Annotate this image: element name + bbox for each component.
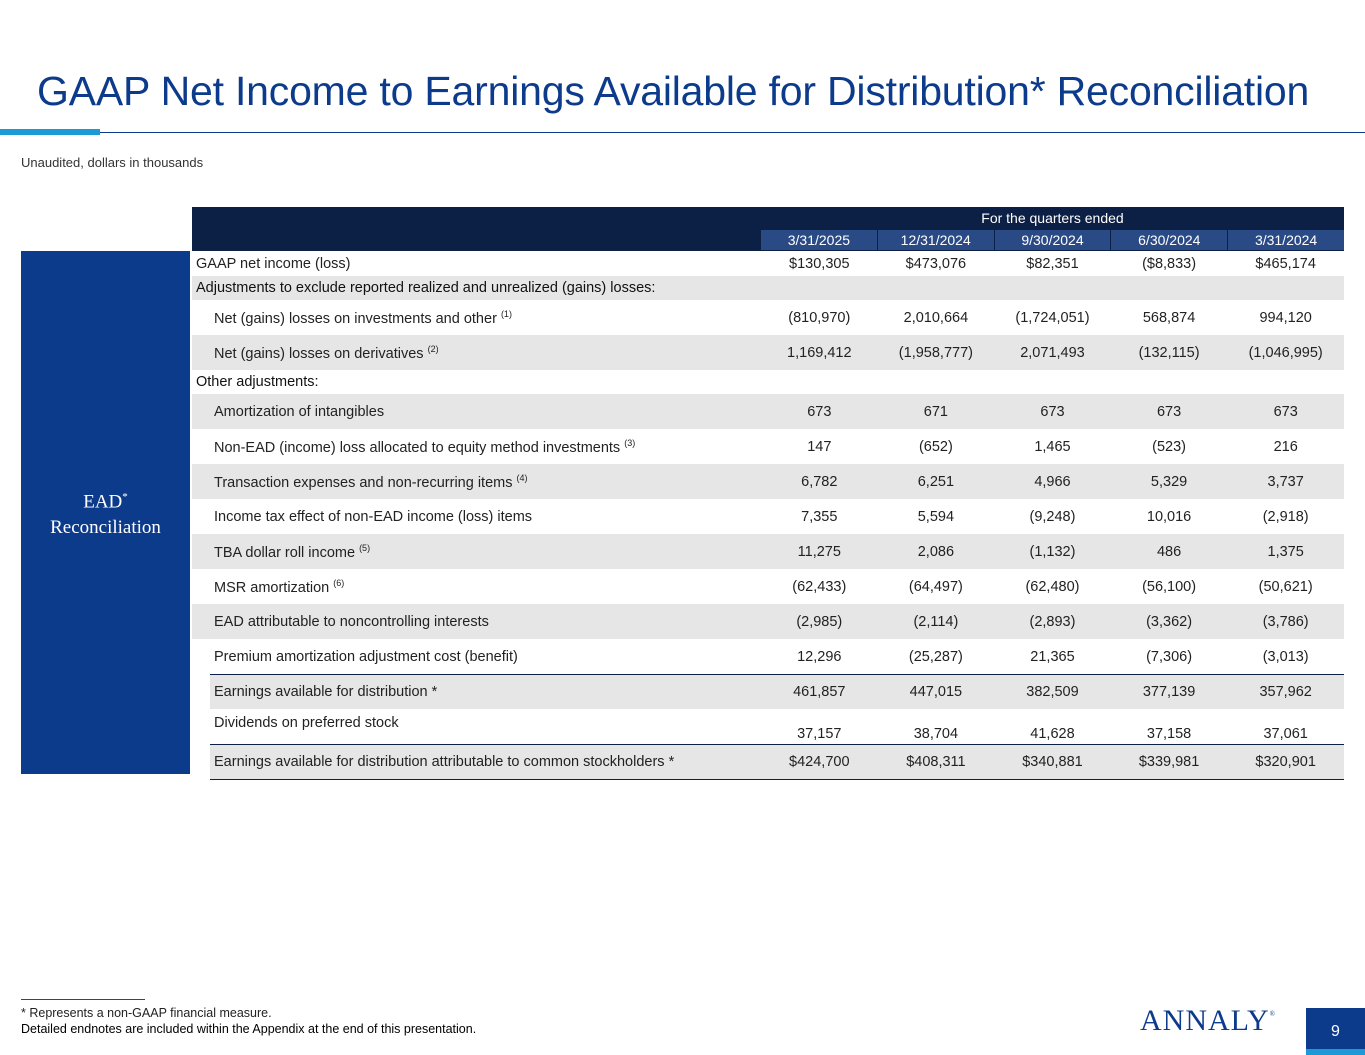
table-header-dates <box>192 229 1344 251</box>
column-header: 3/31/2024 <box>1227 230 1344 250</box>
column-header: 3/31/2025 <box>787 232 851 248</box>
table-cell: 12,296 <box>797 648 842 665</box>
table-cell: 2,086 <box>917 543 955 560</box>
row-label <box>192 374 761 390</box>
row-label-text: Dividends on preferred stock <box>214 715 399 731</box>
row-values <box>761 544 1344 560</box>
endnote-ref: (4) <box>516 472 528 483</box>
row-label <box>192 578 761 596</box>
table-cell: (3,013) <box>1262 648 1309 665</box>
table-row <box>192 569 1344 604</box>
row-label <box>192 649 761 665</box>
title-divider <box>0 132 1365 133</box>
table-cell: (1,724,051) <box>1015 309 1090 326</box>
logo-text: ANNALY <box>1140 1004 1270 1037</box>
table-row <box>210 744 1344 780</box>
table-cell: 568,874 <box>1142 309 1196 326</box>
table-cell: 37,157 <box>797 725 842 742</box>
table-cell: $473,076 <box>905 255 967 272</box>
table-row <box>192 604 1344 639</box>
title-accent-bar <box>0 129 100 135</box>
table-row <box>192 534 1344 569</box>
table-row <box>192 429 1344 464</box>
table-cell: 673 <box>1156 403 1182 420</box>
row-label-text: Adjustments to exclude reported realized and unrealized (gains) losses: <box>196 280 656 296</box>
row-values <box>761 684 1344 700</box>
row-values <box>761 509 1344 525</box>
row-values <box>761 404 1344 420</box>
row-values <box>761 256 1344 272</box>
row-label <box>192 614 761 630</box>
annaly-logo <box>1140 1004 1276 1038</box>
table-cell: 216 <box>1273 438 1298 455</box>
table-cell: (3,786) <box>1262 613 1309 630</box>
row-values <box>761 614 1344 630</box>
table-cell: 5,594 <box>917 508 955 525</box>
table-cell: 1,465 <box>1034 438 1071 455</box>
table-cell: (2,918) <box>1262 508 1309 525</box>
column-header: 12/31/2024 <box>877 230 994 250</box>
row-label <box>192 344 761 362</box>
table-row <box>192 300 1344 335</box>
table-cell: (56,100) <box>1142 578 1197 595</box>
table-cell: (132,115) <box>1138 344 1200 361</box>
row-label <box>192 473 761 491</box>
row-label <box>192 543 761 561</box>
row-label <box>210 709 761 731</box>
row-label-text: Transaction expenses and non-recurring items <box>214 474 513 491</box>
column-header: 9/30/2024 <box>994 230 1111 250</box>
footnote-non-gaap: * Represents a non-GAAP financial measure. <box>21 1006 272 1020</box>
row-label <box>192 438 761 456</box>
table-cell: (652) <box>918 438 953 455</box>
table-cell: (25,287) <box>908 648 963 665</box>
table-row <box>192 639 1344 674</box>
row-label-text: Earnings available for distribution attributable to common stockholders * <box>214 754 675 770</box>
table-cell: $340,881 <box>1022 754 1083 770</box>
table-cell: 6,782 <box>801 473 838 490</box>
page-accent-bar <box>1306 1049 1365 1055</box>
table-cell: 38,704 <box>913 725 959 742</box>
table-cell: (62,433) <box>792 578 847 595</box>
table-cell: (3,362) <box>1146 613 1193 630</box>
table-cell: 486 <box>1156 543 1182 560</box>
table-cell: (64,497) <box>908 578 963 595</box>
table-cell: (523) <box>1152 438 1186 455</box>
table-cell: 2,010,664 <box>903 309 969 326</box>
row-values <box>761 649 1344 665</box>
table-body <box>192 251 1344 780</box>
row-values <box>761 754 1344 770</box>
table-cell: 37,158 <box>1146 725 1192 742</box>
side-label <box>50 485 161 539</box>
table-cell: 2,071,493 <box>1020 344 1085 361</box>
table-cell: (7,306) <box>1146 648 1193 665</box>
endnote-ref: (5) <box>359 542 371 553</box>
row-label-text: Net (gains) losses on derivatives <box>214 345 424 362</box>
row-label <box>210 684 761 700</box>
table-cell: $339,981 <box>1138 754 1200 770</box>
endnote-ref: (2) <box>427 343 439 354</box>
ead-reconciliation-panel <box>21 251 190 774</box>
row-values <box>761 712 1344 742</box>
column-header: 6/30/2024 <box>1110 230 1227 250</box>
table-cell: 41,628 <box>1030 725 1075 742</box>
row-label-text: Net (gains) losses on investments and other <box>214 310 497 327</box>
row-label <box>192 404 761 420</box>
table-cell: 673 <box>1273 403 1298 420</box>
table-cell: (9,248) <box>1029 508 1076 525</box>
endnote-ref: (1) <box>500 308 512 319</box>
table-row <box>192 276 1344 300</box>
row-label <box>192 309 761 327</box>
side-label-line2: Reconciliation <box>50 516 161 538</box>
table-cell: $465,174 <box>1255 255 1316 272</box>
table-cell: 1,375 <box>1267 543 1304 560</box>
row-label <box>192 256 761 272</box>
table-cell: 3,737 <box>1267 473 1304 490</box>
subtitle: Unaudited, dollars in thousands <box>21 155 204 170</box>
table-cell: 377,139 <box>1142 684 1196 700</box>
table-cell: 994,120 <box>1259 309 1312 326</box>
table-cell: $320,901 <box>1255 754 1316 770</box>
row-label-text: Premium amortization adjustment cost (benefit) <box>214 648 518 665</box>
table-cell: (62,480) <box>1025 578 1080 595</box>
table-cell: (2,114) <box>913 613 959 630</box>
table-cell: 5,329 <box>1150 473 1188 490</box>
table-row <box>192 499 1344 534</box>
table-cell: 357,962 <box>1259 684 1312 700</box>
table-row <box>210 674 1344 709</box>
row-values <box>761 439 1344 455</box>
row-label-text: Income tax effect of non-EAD income (loss) items <box>214 508 533 525</box>
table-cell: (1,132) <box>1029 543 1076 560</box>
reconciliation-table <box>192 207 1344 780</box>
table-cell: $82,351 <box>1026 255 1079 272</box>
row-label-text: Earnings available for distribution * <box>214 684 438 700</box>
row-label-text: Non-EAD (income) loss allocated to equity method investments <box>214 439 621 456</box>
row-values <box>761 345 1344 361</box>
period-header: For the quarters ended <box>981 210 1124 226</box>
table-cell: 6,251 <box>917 473 955 490</box>
table-cell: 7,355 <box>801 508 838 525</box>
table-cell: $130,305 <box>789 255 850 272</box>
table-cell: 1,169,412 <box>787 344 852 361</box>
table-cell: 382,509 <box>1026 684 1079 700</box>
table-cell: (50,621) <box>1258 578 1313 595</box>
row-label-text: EAD attributable to noncontrolling interests <box>214 613 489 630</box>
row-label-text: TBA dollar roll income <box>214 544 356 561</box>
table-cell: 4,966 <box>1034 473 1071 490</box>
row-values <box>761 579 1344 595</box>
table-cell: 10,016 <box>1146 508 1192 525</box>
footnote-divider <box>21 999 145 1000</box>
table-cell: 673 <box>1040 403 1065 420</box>
table-row <box>192 370 1344 394</box>
table-row <box>192 251 1344 276</box>
row-label-text: GAAP net income (loss) <box>196 255 351 272</box>
table-cell: (2,893) <box>1029 613 1076 630</box>
table-cell: 11,275 <box>797 543 841 560</box>
table-cell: 671 <box>923 403 948 420</box>
row-values <box>761 474 1344 490</box>
row-label-text: Other adjustments: <box>196 374 319 390</box>
table-cell: $424,700 <box>789 754 850 770</box>
logo-mark: ® <box>1269 1010 1276 1018</box>
table-cell: ($8,833) <box>1142 255 1197 272</box>
row-label <box>192 509 761 525</box>
table-cell: 37,061 <box>1263 725 1308 742</box>
table-header-period <box>192 207 1344 229</box>
row-label-text: MSR amortization <box>214 579 330 596</box>
endnote-ref: (3) <box>624 437 636 448</box>
table-cell: 21,365 <box>1030 648 1075 665</box>
row-label <box>192 280 761 296</box>
side-label-line1: EAD <box>83 491 123 513</box>
table-row <box>192 394 1344 429</box>
table-row <box>192 464 1344 499</box>
page-title: GAAP Net Income to Earnings Available for Distribution* Reconciliation <box>37 68 1310 114</box>
footnote-endnotes: Detailed endnotes are included within the Appendix at the end of this presentation. <box>21 1022 477 1036</box>
table-cell: 461,857 <box>793 684 846 700</box>
page-number: 9 <box>1306 1008 1365 1055</box>
row-values <box>761 310 1344 326</box>
table-cell: (1,958,777) <box>898 344 973 361</box>
table-row <box>210 709 1344 744</box>
table-cell: (810,970) <box>788 309 851 326</box>
row-label <box>210 754 761 770</box>
table-cell: $408,311 <box>906 754 966 770</box>
table-cell: 447,015 <box>909 684 963 700</box>
table-cell: (2,985) <box>796 613 843 630</box>
table-cell: 147 <box>807 438 832 455</box>
table-cell: 673 <box>807 403 832 420</box>
table-cell: (1,046,995) <box>1248 344 1323 361</box>
endnote-ref: (6) <box>333 577 345 588</box>
table-row <box>192 335 1344 370</box>
side-label-sup: * <box>122 491 128 504</box>
row-label-text: Amortization of intangibles <box>214 403 385 420</box>
